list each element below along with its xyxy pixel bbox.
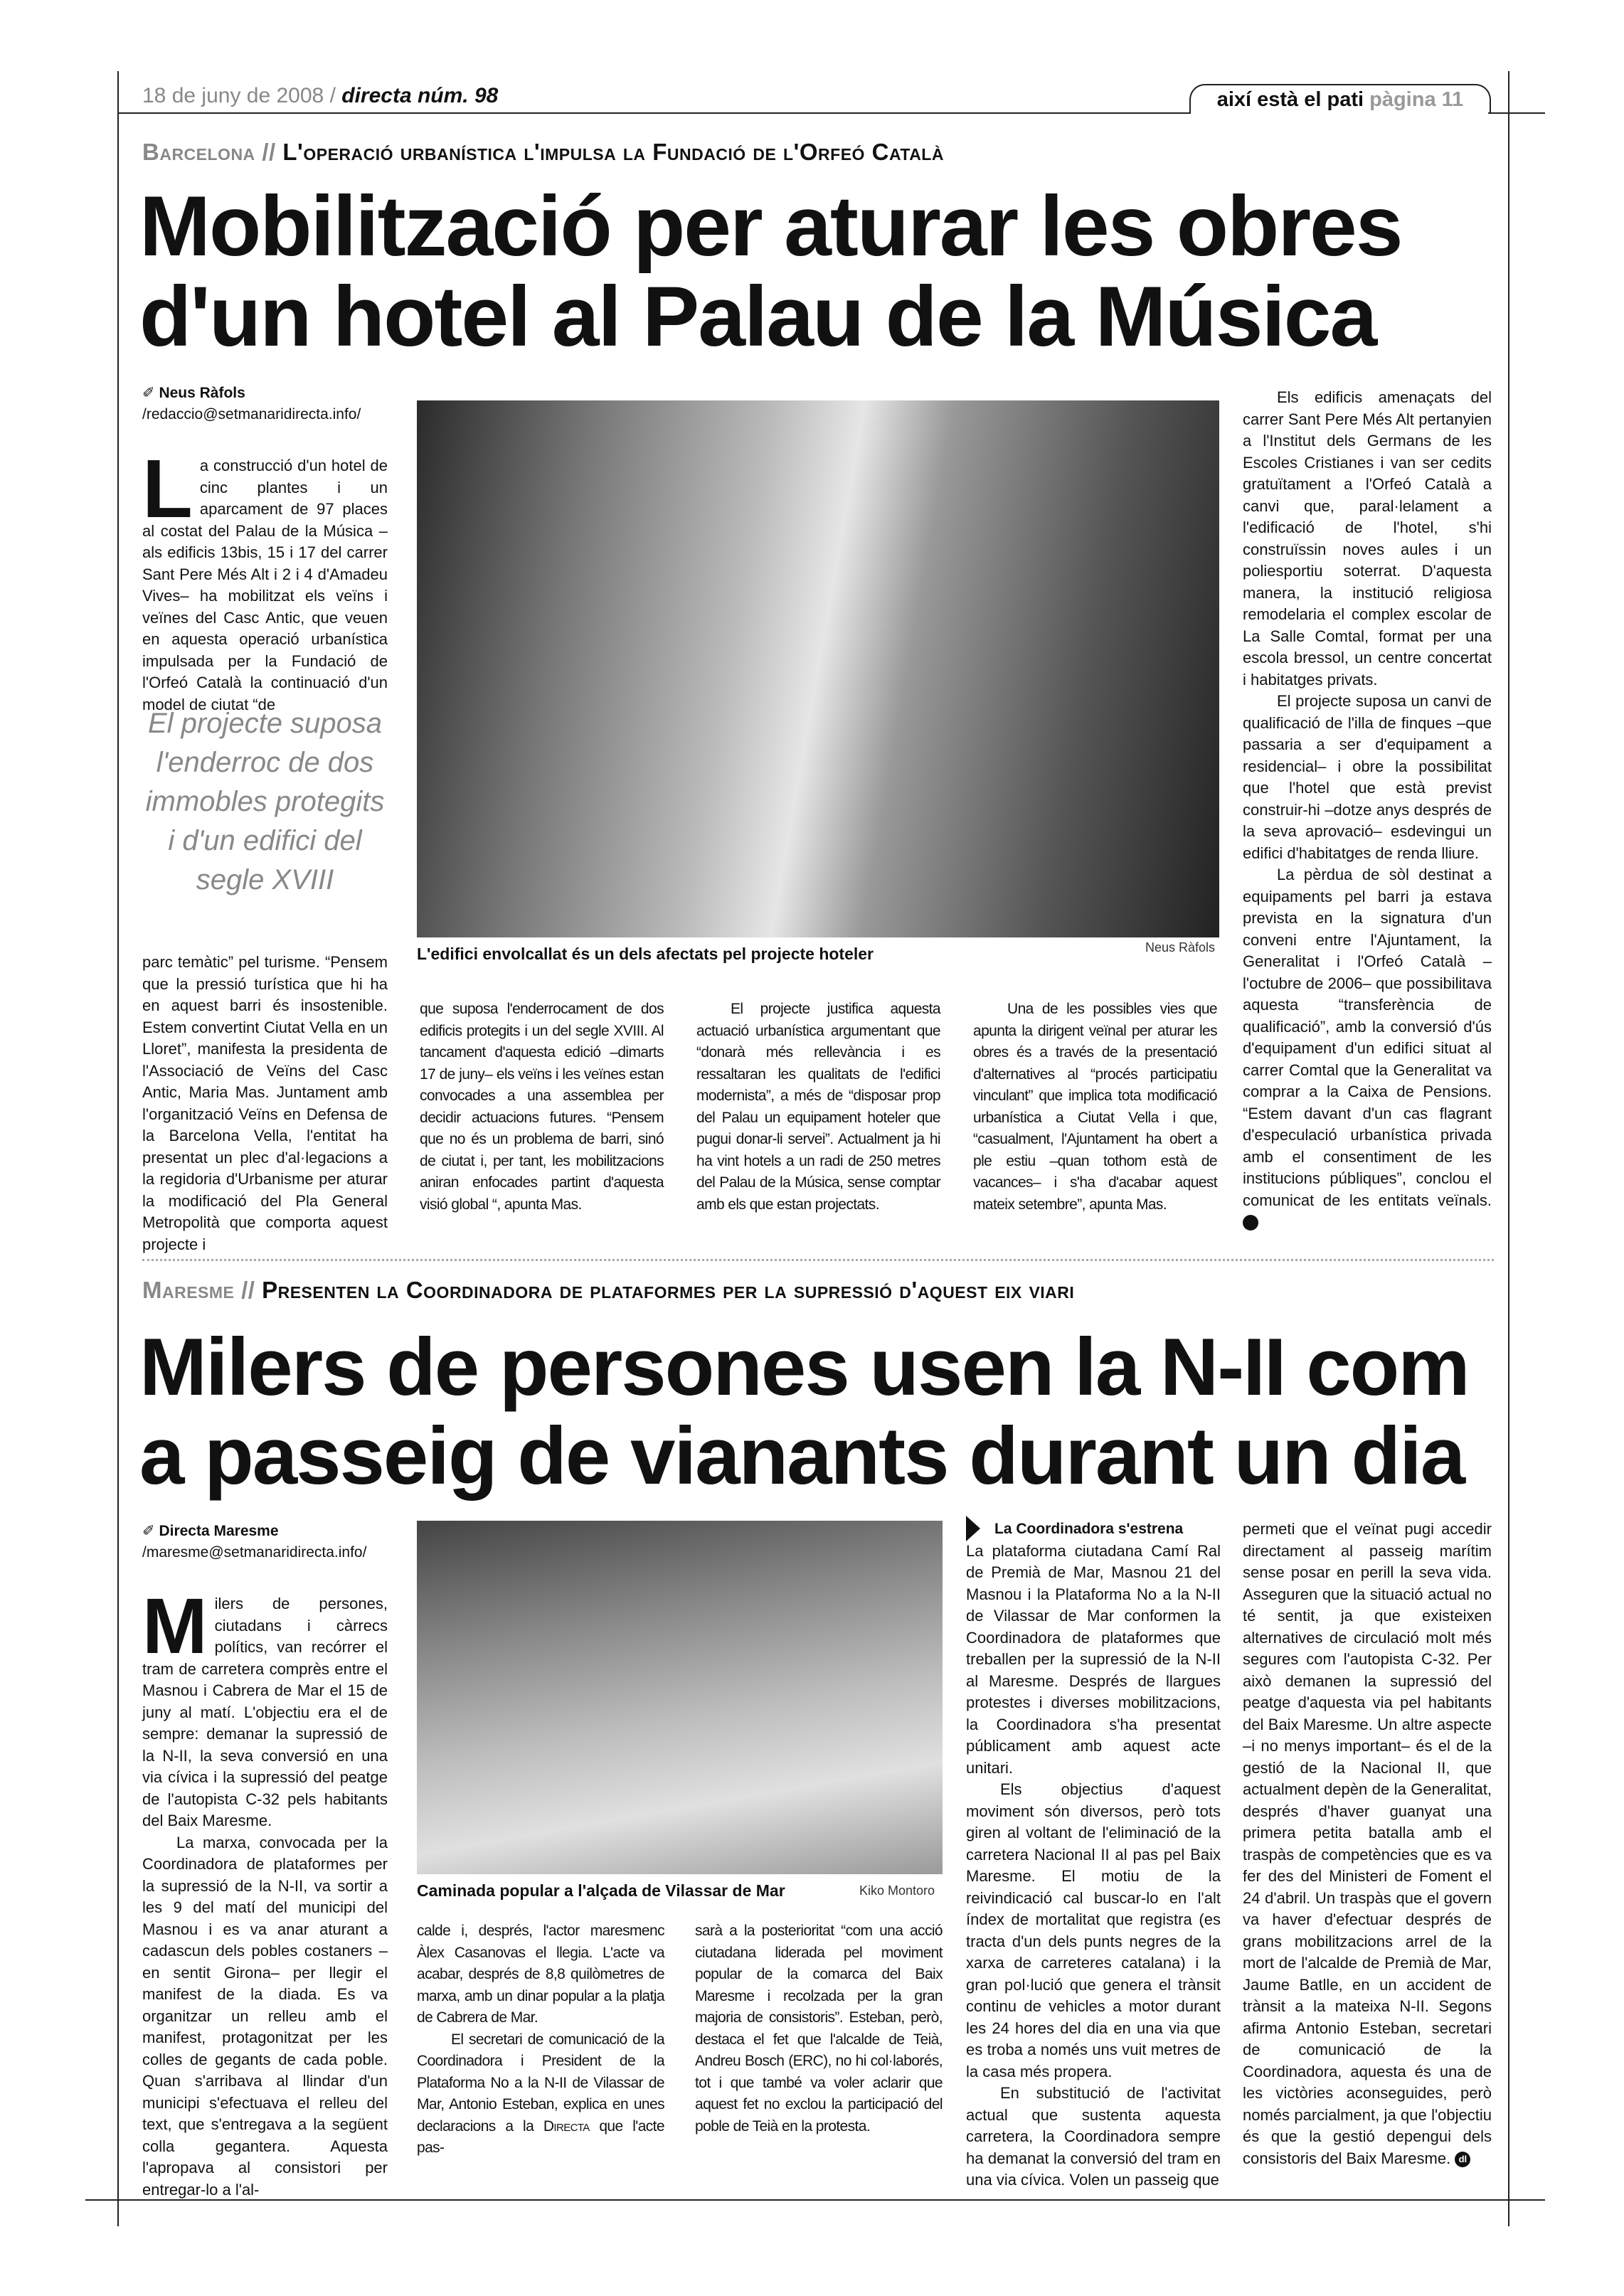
article1-column-3 [696, 999, 940, 1216]
article2-col4-p3: En substitució de l'activitat actual que sustenta aquesta carretera, la Coordinadora sempre ha demanat la conversió del tram en una via cívica. Volen un passeig que [966, 2084, 1221, 2189]
article1-column-right [1243, 387, 1492, 1233]
byline-pen-icon: ✐ [142, 1523, 159, 1539]
publication-issue: directa núm. 98 [341, 84, 499, 107]
publication-name: Directa [543, 2117, 590, 2135]
article2-col2-p2a: El secretari de comunicació de la Coordinadora i President de la Plataforma No a la N-II de Vilassar de Mar, Antonio Esteban, explica en unes declaracions a la [417, 2031, 664, 2135]
article2-col4-p1: La plataforma ciutadana Camí Ral de Premià de Mar, Masnou 21 del Masnou i la Plataforma No a la N-II de Vilassar de Mar conformen la Coordinadora de plataformes que treballen per la supressió de la N-II al Maresme. Després de llargues protestes i diverses mobilitzacions, la Coordinadora s'ha presentat públicament amb aquest acte unitari. [966, 1541, 1221, 1777]
page-left-rule [117, 71, 119, 2226]
subhead-text: La Coordinadora s'estrena [994, 1521, 1184, 1537]
article-divider [142, 1259, 1494, 1261]
article1-column-2 [420, 999, 664, 1216]
drop-cap: M [142, 1583, 208, 1670]
article1-right-p2: El projecte suposa un canvi de qualificació de l'illa de finques –que passaria a ser d'equipament a residencial– i obre la possibilitat que l'hotel que està previst construir-hi –dotze anys després de la seva aprovació– esdevingui un edifici d'habitatges de renda lliure. [1243, 692, 1492, 862]
article2-p2: La marxa, convocada per la Coordinadora de plataformes per la supressió de la N-II, va sortir a les 9 del matí del municipi del Masnou i es va anar aturant a cadascun dels pobles costaners –en sentit Girona– per llegir el manifest de la diada. Es va organitzar un relleu amb el manifest, protagonitzat per les colles de gegants de cada poble. Quan s'arribava al llindar d'un municipi s'efectuava el relleu del text, que s'entregava a la següent colla gegantera. Aquesta l'apropava al consistori per entregar-lo a l'al- [142, 1833, 388, 2199]
kicker-text: L'operació urbanística l'impulsa la Fundació de l'Orfeó Català [282, 139, 944, 165]
end-mark-icon: dl [1243, 1215, 1258, 1231]
article2-col2-p2b: que l'acte pas- [417, 2117, 664, 2156]
article1-byline [142, 383, 361, 425]
kicker-place: Barcelona [142, 139, 255, 165]
article2-col4-p2: Els objectius d'aquest moviment són diversos, però tots giren al voltant de l'eliminació de la carretera Nacional II al pas pel Baix Maresme. El motiu de la reivindicació cal buscar-lo en l'alt índex de mortalitat que registra (es tracta d'un dels punts negres de la xarxa de carreteres catalana) i la gran pol·lució que genera el trànsit continu de vehicles a motor durant les 24 hores del dia en una via que es troba a només uns vuit metres de la casa més propera. [966, 1780, 1221, 2080]
page-folio [142, 84, 498, 108]
article1-col4-text: Una de les possibles vies que apunta la dirigent veïnal per aturar les obres és a través de la presentació d'alternatives al “procés participatiu vinculant” que implica tota modificació urbanística a Ciutat Vella i que, “casualment, l'Ajuntament ha obert a ple estiu –quan tothom està de vacances– i s'ha d'acabar aquest mateix setembre”, apunta Mas. [973, 1001, 1217, 1213]
article1-column-4 [973, 999, 1217, 1216]
article2-subhead [966, 1519, 1221, 1541]
drop-cap: L [142, 442, 193, 535]
author-email[interactable]: /maresme@setmanaridirecta.info/ [142, 1544, 367, 1561]
article1-photo-credit: Neus Ràfols [1145, 940, 1216, 955]
kicker-separator: // [262, 139, 276, 165]
page-right-rule [1508, 71, 1509, 2226]
article2-lead: ilers de persones, ciutadans i càrrecs polítics, van recórrer el tram de carretera comprès entre el Masnou i Cabrera de Mar el 15 de juny al matí. L'objectiu era el de sempre: demanar la supressió de la N-II, la seva conversió en una via cívica i la supressió del peatge de l'autopista C-32 pels habitants del Baix Maresme. [142, 1595, 388, 1829]
author-name: Neus Ràfols [159, 385, 245, 401]
article1-lead-cont: parc temàtic” pel turisme. “Pensem que la pressió turística que hi ha en aquest barri és insostenible. Estem convertint Ciutat Vella en un Lloret”, manifesta la presidenta de l'Associació de Veïns del Casc Antic, Maria Mas. Juntament amb l'organització Veïns en Defensa de la Barcelona Vella, l'entitat ha presentat un plec d'al·legacions a la regidoria d'Urbanisme per aturar la modificació del Pla General Metropolità que comporta aquest projecte i [142, 953, 388, 1253]
folio-separator: / [329, 84, 336, 107]
article2-photo-caption: Caminada popular a l'alçada de Vilassar de Mar [417, 1881, 785, 1900]
end-mark-icon: dl [1455, 2152, 1470, 2167]
author-email[interactable]: /redaccio@setmanaridirecta.info/ [142, 406, 361, 422]
article2-column-3 [695, 1920, 943, 2137]
article1-right-p3: La pèrdua de sòl destinat a equipaments pel barri ja estava prevista en la signatura d'un conveni entre l'Ajuntament, la Generalitat i l'Orfeó Català –l'octubre de 2006– que possibilitava aquesta “transferència de qualificació”, amb la conversió d'ús d'equipament d'un edifici situat al carrer Comtal que la Generalitat va comprar a la Caixa de Pensions. “Estem davant d'un cas flagrant d'especulació urbanística privada amb el consentiment de les institucions públiques”, conclou el comunicat de les entitats veïnals. [1243, 866, 1492, 1209]
article1-column-1 [142, 442, 388, 716]
article1-kicker [142, 139, 944, 166]
article2-column-5 [1243, 1519, 1492, 2169]
article2-kicker [142, 1277, 1074, 1304]
article1-headline-line1: Mobilització per aturar les obres [139, 179, 1402, 274]
article2-photo-credit: Kiko Montoro [859, 1883, 935, 1898]
article1-right-p1: Els edificis amenaçats del carrer Sant Pere Més Alt pertanyien a l'Institut dels Germans de les Escoles Cristianes i van ser cedits gratuïtament a l'Orfeó Català a canvi que, paral·lelament a l'edificació de l'hotel, s'hi construïssin noves aules i un poliesportiu soterrat. D'aquesta manera, la institució religiosa remodelaria el complex escolar de La Salle Comtal, format per una escola bressol, un centre concertat i habitatges privats. [1243, 388, 1492, 689]
article2-column-4 [966, 1519, 1221, 2191]
section-tab [1189, 84, 1491, 114]
article2-byline [142, 1521, 366, 1563]
kicker-text: Presenten la Coordinadora de plataformes per la supressió d'aquest eix viari [262, 1277, 1075, 1303]
article2-col2-p1: calde i, després, l'actor maresmenc Àlex Casanovas el llegia. L'acte va acabar, després de 8,8 quilòmetres de marxa, amb un dinar popular a la platja de Cabrera de Mar. [417, 1923, 664, 2026]
article1-lead: a construcció d'un hotel de cinc plantes i un aparcament de 97 places al costat del Palau de la Música –als edificis 13bis, 15 i 17 del carrer Sant Pere Més Alt i 2 i 4 d'Amadeu Vives– ha mobilitzat els veïns i veïnes del Casc Antic, que veuen en aquesta operació urbanística impulsada per la Fundació de l'Orfeó Català la continuació d'un model de ciutat “de [142, 457, 388, 713]
article2-photo-march [417, 1521, 943, 1874]
article2-column-2 [417, 1920, 664, 2159]
article1-col2-text: que suposa l'enderrocament de dos edificis protegits i un del segle XVIII. Al tancament d'aquesta edició –dimarts 17 de juny– els veïns i les veïnes estan convocades a una assemblea per decidir actuacions futures. “Pensem que no és un problema de barri, sinó de ciutat i, per tant, les mobilitzacions aniran enfocades partint d'aquesta visió global “, apunta Mas. [420, 1001, 664, 1213]
article2-headline-line2: a passeig de vianants durant un dia [139, 1411, 1465, 1502]
subhead-arrow-icon [966, 1516, 980, 1541]
article1-pull-quote: El projecte suposa l'enderroc de dos immobles protegits i d'un edifici del segle XVIII [145, 708, 385, 895]
article1-photo-caption: L'edifici envolcallat és un dels afectats pel projecte hoteler [417, 945, 874, 963]
article1-col3-text: El projecte justifica aquesta actuació urbanística argumentant que “donarà més rellevància i es ressaltaran les qualitats de l'edifici modernista”, a més de “disposar prop del Palau un equipament hoteler que pugui donar-li servei”. Actualment ja hi ha vint hotels a un radi de 250 metres del Palau de la Música, sense comptar amb els que estan projectats. [696, 1001, 940, 1213]
page-number: pàgina 11 [1369, 88, 1464, 111]
article1-headline-line2: d'un hotel al Palau de la Música [139, 269, 1376, 364]
article2-col3-text: sarà a la posterioritat “com una acció ciutadana liderada pel moviment popular de la comarca del Baix Maresme i recolzada per la gran majoria de consistoris”. Esteban, però, destaca el fet que l'alcalde de Teià, Andreu Bosch (ERC), no hi col·laborés, tot i que també va voler aclarir que aquest fet no exclou la participació del poble de Teià en la protesta. [695, 1923, 943, 2135]
article2-col5-text: permeti que el veïnat pugi accedir directament al passeig marítim sense posar en perill la seva vida. Asseguren que la situació actual no té sentit, ja que existeixen alternatives de circulació molt més segures com l'autopista C-32. Per això demanen la supressió del peatge d'aquesta via pel habitants del Baix Maresme. Un altre aspecte –i no menys important– és el de la gestió de la Nacional II, que actualment depèn de la Generalitat, després d'haver guanyat una primera petita batalla amb el traspàs de competències que es va fer des del Ministeri de Foment el 24 d'abril. Un traspàs que el govern va haver d'efectuar després de grans mobilitzacions arrel de la mort de l'alcalde de Premià de Mar, Jaume Batlle, en un accident de trànsit a la mateixa N-II. Segons afirma Antonio Esteban, secretari de comunicació de la Coordinadora, aquesta és una de les victòries aconseguides, però només parcialment, ja que l'objectiu és que la gestió depengui dels consistoris del Baix Maresme. [1243, 1520, 1492, 2167]
author-name: Directa Maresme [159, 1523, 279, 1539]
article2-column-1 [142, 1583, 388, 2201]
kicker-separator: // [241, 1277, 255, 1303]
issue-date: 18 de juny de 2008 [142, 84, 324, 107]
section-name: així està el pati [1216, 88, 1364, 111]
article1-photo-street [417, 400, 1219, 937]
header-rule [117, 112, 1190, 114]
header-rule-right [1488, 112, 1545, 114]
article1-column-1-cont [142, 952, 388, 1255]
byline-pen-icon: ✐ [142, 385, 159, 401]
kicker-place: Maresme [142, 1277, 235, 1303]
article2-headline-line1: Milers de persones usen la N-II com [139, 1322, 1469, 1413]
